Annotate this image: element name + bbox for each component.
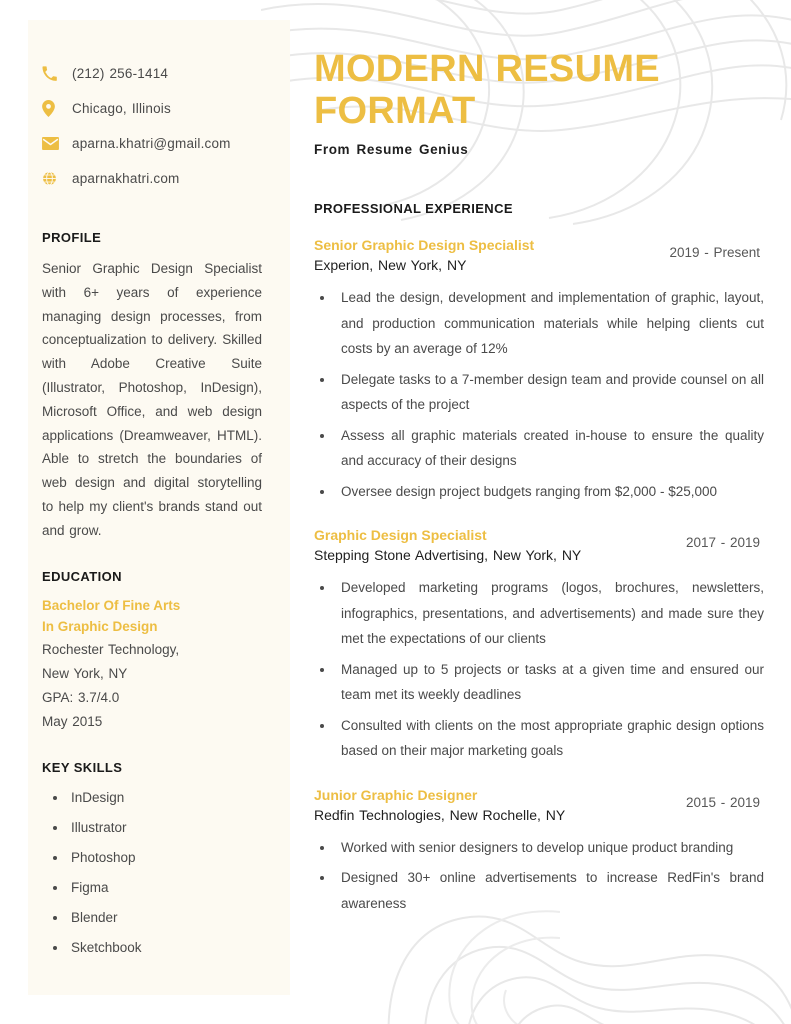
contact-item-website[interactable] (42, 161, 268, 196)
list-item: Designed 30+ online advertisements to increase RedFin's brand awareness (314, 865, 774, 916)
job-header (314, 526, 774, 566)
experience-entry-3 (314, 786, 774, 917)
education-school: Rochester Technology, (42, 641, 180, 657)
experience-entry-2 (314, 526, 774, 764)
list-item: Oversee design project budgets ranging from $2,000 - $25,000 (314, 479, 774, 505)
contact-phone-value: (212) 256-1414 (72, 66, 169, 81)
education-location: New York, NY (42, 665, 128, 681)
education-heading: EDUCATION (42, 568, 122, 584)
contact-list (42, 56, 268, 196)
list-item: Assess all graphic materials created in-house to ensure the quality and accuracy of their designs (314, 423, 774, 474)
contact-item-location[interactable] (42, 91, 268, 126)
globe-icon (42, 171, 72, 186)
job-header (314, 236, 774, 276)
list-item: InDesign (42, 787, 268, 809)
job-title: Junior Graphic Designer (314, 786, 478, 803)
education-degree-line-2: In Graphic Design (42, 618, 158, 634)
list-item: Figma (42, 877, 268, 899)
experience-entry-1 (314, 236, 774, 504)
job-company: Redfin Technologies, New Rochelle, NY (314, 806, 566, 823)
professional-experience-heading: PROFESSIONAL EXPERIENCE (314, 201, 513, 216)
list-item: Illustrator (42, 817, 268, 839)
education-date: May 2015 (42, 713, 103, 729)
job-bullet-list (314, 575, 774, 764)
job-company: Stepping Stone Advertising, New York, NY (314, 547, 582, 563)
profile-heading: PROFILE (42, 230, 102, 245)
contact-item-email[interactable] (42, 126, 268, 161)
job-title: Senior Graphic Design Specialist (314, 237, 535, 253)
job-bullet-list (314, 285, 774, 504)
list-item: Blender (42, 907, 268, 929)
job-bullet-list (314, 835, 774, 917)
contact-website-value: aparnakhatri.com (72, 171, 180, 186)
list-item: Developed marketing programs (logos, brochures, newsletters, infographics, presentations, and advertisements) and made sure they met the expectations of our clients (314, 575, 774, 652)
main-content (314, 0, 774, 1024)
job-dates: 2019 - Present (669, 245, 760, 260)
page-title: MODERN RESUME FORMAT (314, 48, 660, 132)
contact-location-value: Chicago, Illinois (72, 101, 171, 116)
contact-email-value: aparna.khatri@gmail.com (72, 136, 231, 151)
key-skills-heading: KEY SKILLS (42, 759, 123, 775)
list-item: Managed up to 5 projects or tasks at a given time and ensured our team met its weekly deadlines (314, 657, 774, 708)
job-header (314, 786, 774, 826)
list-item: Consulted with clients on the most appropriate graphic design options based on their major marketing goals (314, 713, 774, 764)
phone-icon (42, 66, 72, 81)
key-skills-list (42, 787, 268, 959)
list-item: Lead the design, development and implementation of graphic, layout, and production communication materials while helping clients cut costs by an average of 12% (314, 285, 774, 362)
profile-text: Senior Graphic Design Specialist with 6+ years of experience managing design processes, from conceptualization to delivery. Skilled with Adobe Creative Suite (Illustrator, Photoshop, InDesign), Microsoft Office, and web design applications (Dreamweaver, HTML). Able to stretch the boundaries of web design and digital storytelling to help my client's brands stand out and grow. (42, 261, 262, 538)
education-entry (42, 596, 268, 734)
sidebar (28, 20, 290, 995)
page-subtitle: From Resume Genius (314, 142, 469, 157)
job-dates: 2015 - 2019 (685, 794, 760, 810)
list-item: Delegate tasks to a 7-member design team and provide counsel on all aspects of the project (314, 367, 774, 418)
location-pin-icon (42, 100, 72, 117)
job-title: Graphic Design Specialist (314, 527, 487, 543)
list-item: Worked with senior designers to develop unique product branding (314, 835, 774, 861)
job-company: Experion, New York, NY (314, 257, 467, 273)
education-degree-line-1: Bachelor Of Fine Arts (42, 597, 181, 613)
contact-item-phone[interactable] (42, 56, 268, 91)
list-item: Photoshop (42, 847, 268, 869)
envelope-icon (42, 137, 72, 150)
education-gpa: GPA: 3.7/4.0 (42, 689, 120, 705)
list-item: Sketchbook (42, 937, 268, 959)
job-dates: 2017 - 2019 (685, 535, 760, 550)
